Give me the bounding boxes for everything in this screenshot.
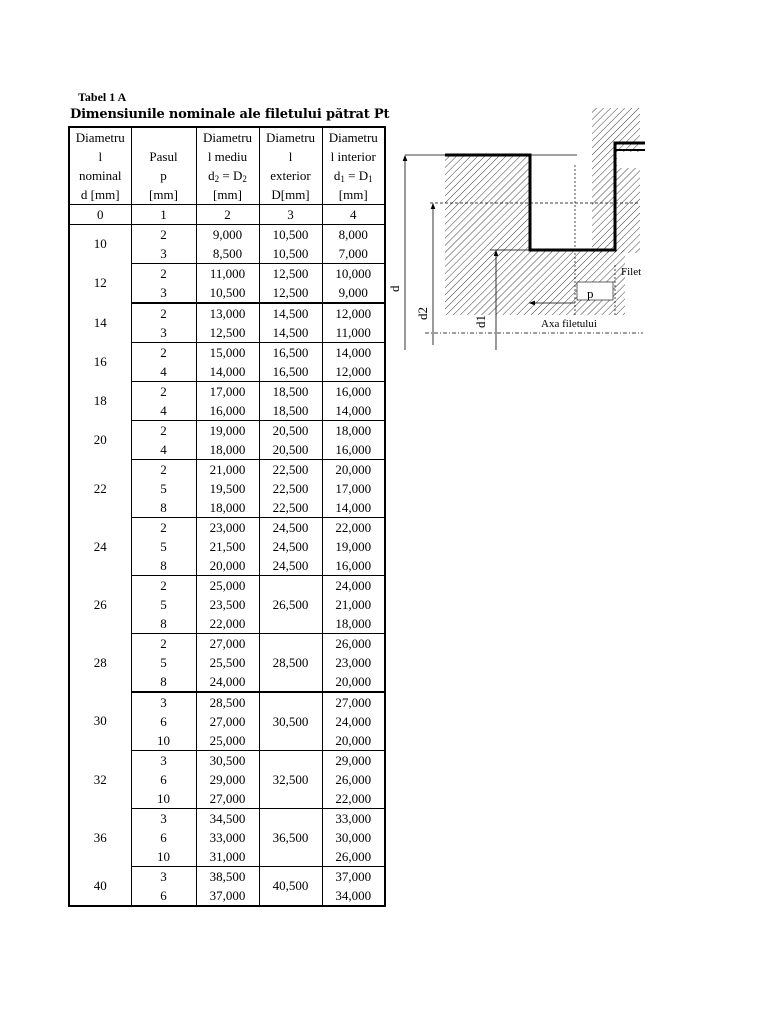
- cell-pitch: 2: [131, 225, 196, 245]
- cell-nominal-diameter: 18: [69, 382, 131, 421]
- cell-inner-diameter: 10,000: [322, 264, 385, 284]
- cell-pitch: 3: [131, 244, 196, 264]
- column-number: 3: [259, 205, 322, 225]
- cell-inner-diameter: 16,000: [322, 556, 385, 576]
- cell-outer-diameter: 18,500: [259, 382, 322, 402]
- header-pitch-line2: Pasul: [131, 147, 196, 166]
- cell-mean-diameter: 38,500: [196, 867, 259, 887]
- cell-pitch: 4: [131, 401, 196, 421]
- column-number: 1: [131, 205, 196, 225]
- cell-inner-diameter: 26,000: [322, 770, 385, 789]
- cell-nominal-diameter: 26: [69, 576, 131, 634]
- cell-mean-diameter: 27,000: [196, 789, 259, 809]
- header-nominal-line3: nominal: [69, 166, 131, 185]
- cell-inner-diameter: 29,000: [322, 751, 385, 771]
- cell-pitch: 5: [131, 537, 196, 556]
- table-row: [69, 751, 385, 771]
- cell-pitch: 5: [131, 653, 196, 672]
- header-pitch-line3: p: [131, 166, 196, 185]
- label-d2: d2: [415, 307, 430, 320]
- cell-outer-diameter: 28,500: [259, 634, 322, 693]
- cell-inner-diameter: 22,000: [322, 789, 385, 809]
- table-row: [69, 867, 385, 887]
- cell-outer-diameter: 22,500: [259, 498, 322, 518]
- cell-pitch: 8: [131, 672, 196, 692]
- table-row: [69, 576, 385, 596]
- cell-inner-diameter: 21,000: [322, 595, 385, 614]
- cell-pitch: 10: [131, 847, 196, 867]
- header-inner-line1: Diametru: [322, 127, 385, 147]
- cell-inner-diameter: 20,000: [322, 731, 385, 751]
- cell-pitch: 5: [131, 479, 196, 498]
- column-number: 4: [322, 205, 385, 225]
- cell-mean-diameter: 27,000: [196, 634, 259, 654]
- header-mean-unit: [mm]: [196, 185, 259, 205]
- cell-inner-diameter: 23,000: [322, 653, 385, 672]
- cell-outer-diameter: 14,500: [259, 323, 322, 343]
- table-row: [69, 634, 385, 654]
- cell-mean-diameter: 31,000: [196, 847, 259, 867]
- cell-outer-diameter: 12,500: [259, 264, 322, 284]
- label-d1: d1: [473, 315, 488, 328]
- cell-inner-diameter: 18,000: [322, 614, 385, 634]
- table-row: [69, 264, 385, 284]
- cell-inner-diameter: 33,000: [322, 809, 385, 829]
- header-mean-line2: l mediu: [196, 147, 259, 166]
- cell-mean-diameter: 15,000: [196, 343, 259, 363]
- cell-inner-diameter: 18,000: [322, 421, 385, 441]
- cell-outer-diameter: 12,500: [259, 283, 322, 303]
- cell-mean-diameter: 21,000: [196, 460, 259, 480]
- cell-pitch: 8: [131, 498, 196, 518]
- cell-pitch: 3: [131, 323, 196, 343]
- cell-mean-diameter: 10,500: [196, 283, 259, 303]
- cell-outer-diameter: 22,500: [259, 460, 322, 480]
- cell-nominal-diameter: 36: [69, 809, 131, 867]
- table-row: [69, 225, 385, 245]
- table-row: [69, 518, 385, 538]
- table-row: [69, 421, 385, 441]
- cell-pitch: 2: [131, 303, 196, 323]
- cell-nominal-diameter: 30: [69, 692, 131, 751]
- cell-pitch: 2: [131, 576, 196, 596]
- cell-mean-diameter: 28,500: [196, 692, 259, 712]
- cell-pitch: 3: [131, 751, 196, 771]
- cell-mean-diameter: 12,500: [196, 323, 259, 343]
- cell-nominal-diameter: 12: [69, 264, 131, 304]
- dimensions-table-wrapper: [68, 126, 386, 907]
- cell-inner-diameter: 14,000: [322, 498, 385, 518]
- cell-mean-diameter: 33,000: [196, 828, 259, 847]
- label-d: d: [387, 285, 402, 292]
- cell-mean-diameter: 19,500: [196, 479, 259, 498]
- cell-nominal-diameter: 40: [69, 867, 131, 907]
- cell-inner-diameter: 22,000: [322, 518, 385, 538]
- cell-outer-diameter: 10,500: [259, 244, 322, 264]
- cell-pitch: 6: [131, 886, 196, 906]
- cell-outer-diameter: 26,500: [259, 576, 322, 634]
- cell-outer-diameter: 32,500: [259, 751, 322, 809]
- cell-nominal-diameter: 32: [69, 751, 131, 809]
- cell-inner-diameter: 30,000: [322, 828, 385, 847]
- table-body: [69, 225, 385, 907]
- cell-inner-diameter: 19,000: [322, 537, 385, 556]
- header-nominal-line2: l: [69, 147, 131, 166]
- cell-mean-diameter: 9,000: [196, 225, 259, 245]
- cell-mean-diameter: 20,000: [196, 556, 259, 576]
- cell-inner-diameter: 17,000: [322, 479, 385, 498]
- cell-inner-diameter: 27,000: [322, 692, 385, 712]
- cell-mean-diameter: 21,500: [196, 537, 259, 556]
- table-row: [69, 382, 385, 402]
- label-p: p: [587, 286, 594, 301]
- cell-inner-diameter: 16,000: [322, 382, 385, 402]
- cell-outer-diameter: 40,500: [259, 867, 322, 907]
- cell-nominal-diameter: 20: [69, 421, 131, 460]
- table-row: [69, 692, 385, 712]
- cell-pitch: 3: [131, 283, 196, 303]
- label-flank: Filet: [621, 266, 642, 278]
- cell-outer-diameter: 30,500: [259, 692, 322, 751]
- header-pitch-unit: [mm]: [131, 185, 196, 205]
- cell-pitch: 8: [131, 614, 196, 634]
- header-inner-unit: [mm]: [322, 185, 385, 205]
- cell-inner-diameter: 34,000: [322, 886, 385, 906]
- cell-pitch: 10: [131, 731, 196, 751]
- cell-outer-diameter: 24,500: [259, 537, 322, 556]
- cell-inner-diameter: 26,000: [322, 634, 385, 654]
- cell-inner-diameter: 24,000: [322, 576, 385, 596]
- cell-inner-diameter: 11,000: [322, 323, 385, 343]
- cell-mean-diameter: 18,000: [196, 498, 259, 518]
- cell-pitch: 2: [131, 343, 196, 363]
- table-row: [69, 809, 385, 829]
- cell-pitch: 5: [131, 595, 196, 614]
- cell-pitch: 10: [131, 789, 196, 809]
- cell-outer-diameter: 16,500: [259, 362, 322, 382]
- cell-mean-diameter: 29,000: [196, 770, 259, 789]
- cell-nominal-diameter: 16: [69, 343, 131, 382]
- cell-pitch: 6: [131, 712, 196, 731]
- cell-outer-diameter: 10,500: [259, 225, 322, 245]
- header-outer-line2: l: [259, 147, 322, 166]
- cell-inner-diameter: 26,000: [322, 847, 385, 867]
- header-outer-line1: Diametru: [259, 127, 322, 147]
- cell-pitch: 2: [131, 382, 196, 402]
- cell-outer-diameter: 24,500: [259, 556, 322, 576]
- table-row: [69, 460, 385, 480]
- cell-pitch: 2: [131, 421, 196, 441]
- cell-inner-diameter: 16,000: [322, 440, 385, 460]
- cell-outer-diameter: 16,500: [259, 343, 322, 363]
- cell-inner-diameter: 20,000: [322, 460, 385, 480]
- header-mean-line1: Diametru: [196, 127, 259, 147]
- table-row: [69, 343, 385, 363]
- cell-nominal-diameter: 22: [69, 460, 131, 518]
- header-mean-formula: $d_2 = D_2$: [196, 166, 259, 185]
- cell-pitch: 3: [131, 867, 196, 887]
- column-number: 0: [69, 205, 131, 225]
- cell-inner-diameter: 24,000: [322, 712, 385, 731]
- cell-mean-diameter: 13,000: [196, 303, 259, 323]
- cell-inner-diameter: 7,000: [322, 244, 385, 264]
- cell-pitch: 6: [131, 770, 196, 789]
- cell-nominal-diameter: 24: [69, 518, 131, 576]
- cell-inner-diameter: 8,000: [322, 225, 385, 245]
- cell-mean-diameter: 11,000: [196, 264, 259, 284]
- header-pitch-line1: [131, 127, 196, 147]
- cell-pitch: 3: [131, 692, 196, 712]
- cell-inner-diameter: 37,000: [322, 867, 385, 887]
- cell-pitch: 8: [131, 556, 196, 576]
- cell-nominal-diameter: 10: [69, 225, 131, 264]
- cell-pitch: 6: [131, 828, 196, 847]
- cell-mean-diameter: 25,000: [196, 576, 259, 596]
- cell-mean-diameter: 37,000: [196, 886, 259, 906]
- cell-mean-diameter: 19,000: [196, 421, 259, 441]
- header-outer-line3: exterior: [259, 166, 322, 185]
- header-nominal-line1: Diametru: [69, 127, 131, 147]
- table-caption: Tabel 1 A: [78, 90, 127, 104]
- cell-pitch: 4: [131, 362, 196, 382]
- cell-mean-diameter: 17,000: [196, 382, 259, 402]
- table-header: [69, 127, 385, 225]
- cell-inner-diameter: 12,000: [322, 303, 385, 323]
- cell-mean-diameter: 22,000: [196, 614, 259, 634]
- cell-outer-diameter: 20,500: [259, 440, 322, 460]
- table-row: [69, 303, 385, 323]
- cell-outer-diameter: 24,500: [259, 518, 322, 538]
- cell-outer-diameter: 14,500: [259, 303, 322, 323]
- cell-mean-diameter: 30,500: [196, 751, 259, 771]
- cell-mean-diameter: 24,000: [196, 672, 259, 692]
- cell-pitch: 2: [131, 460, 196, 480]
- cell-inner-diameter: 14,000: [322, 401, 385, 421]
- cell-inner-diameter: 12,000: [322, 362, 385, 382]
- table-title: Dimensiunile nominale ale filetului pătrat Pt: [70, 107, 390, 122]
- cell-inner-diameter: 9,000: [322, 283, 385, 303]
- cell-outer-diameter: 20,500: [259, 421, 322, 441]
- header-inner-line2: l interior: [322, 147, 385, 166]
- cell-pitch: 4: [131, 440, 196, 460]
- label-axis: Axa filetului: [541, 318, 597, 330]
- cell-outer-diameter: 22,500: [259, 479, 322, 498]
- cell-mean-diameter: 25,000: [196, 731, 259, 751]
- cell-outer-diameter: 36,500: [259, 809, 322, 867]
- cell-pitch: 2: [131, 518, 196, 538]
- cell-pitch: 2: [131, 634, 196, 654]
- square-thread-profile-diagram: [385, 100, 645, 360]
- cell-mean-diameter: 23,000: [196, 518, 259, 538]
- cell-mean-diameter: 27,000: [196, 712, 259, 731]
- cell-mean-diameter: 34,500: [196, 809, 259, 829]
- column-number: 2: [196, 205, 259, 225]
- header-nominal-unit: d [mm]: [69, 185, 131, 205]
- cell-inner-diameter: 14,000: [322, 343, 385, 363]
- cell-mean-diameter: 18,000: [196, 440, 259, 460]
- cell-mean-diameter: 23,500: [196, 595, 259, 614]
- cell-nominal-diameter: 14: [69, 303, 131, 343]
- cell-inner-diameter: 20,000: [322, 672, 385, 692]
- header-outer-unit: D[mm]: [259, 185, 322, 205]
- cell-pitch: 2: [131, 264, 196, 284]
- cell-nominal-diameter: 28: [69, 634, 131, 693]
- cell-mean-diameter: 16,000: [196, 401, 259, 421]
- cell-pitch: 3: [131, 809, 196, 829]
- cell-outer-diameter: 18,500: [259, 401, 322, 421]
- cell-mean-diameter: 14,000: [196, 362, 259, 382]
- square-thread-dimensions-table: [68, 126, 386, 907]
- header-inner-formula: $d_1 = D_1$: [322, 166, 385, 185]
- cell-mean-diameter: 25,500: [196, 653, 259, 672]
- cell-mean-diameter: 8,500: [196, 244, 259, 264]
